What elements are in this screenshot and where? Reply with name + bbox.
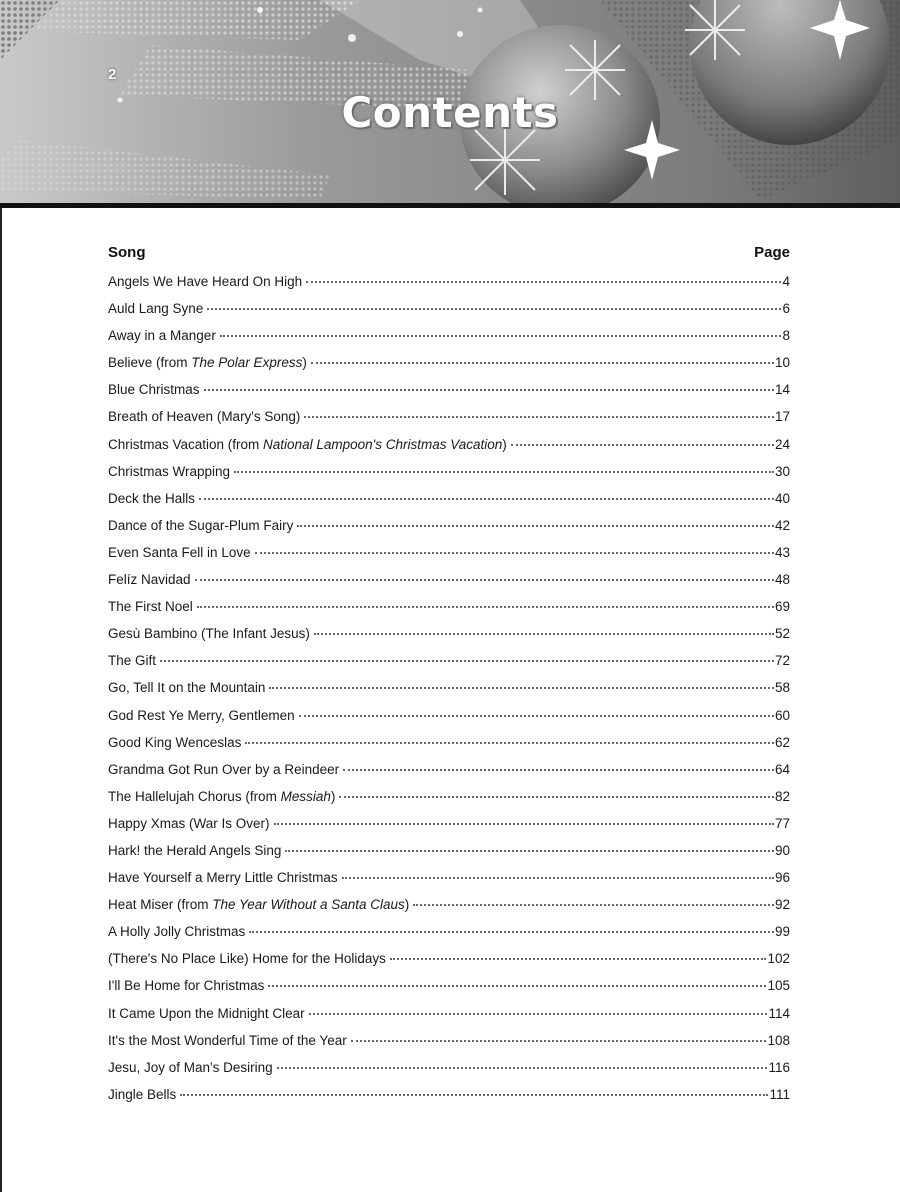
toc-entry[interactable] xyxy=(108,518,790,545)
song-title-suffix: ) xyxy=(302,355,307,371)
page-ref: 114 xyxy=(768,1005,790,1021)
dot-leader xyxy=(274,822,774,825)
snow-dot xyxy=(257,7,263,13)
song-title-text: Christmas Wrapping xyxy=(108,463,231,479)
page-ref: 64 xyxy=(774,761,790,777)
page-ref: 102 xyxy=(767,951,790,967)
toc-entry[interactable] xyxy=(108,1060,790,1087)
page-ref: 82 xyxy=(774,788,790,804)
page-ref: 42 xyxy=(774,517,790,533)
page-ref: 77 xyxy=(774,815,790,831)
song-title-text: Dance of the Sugar-Plum Fairy xyxy=(108,517,294,533)
song-title xyxy=(108,491,195,506)
song-source-title: Messiah xyxy=(280,788,331,804)
song-title xyxy=(108,545,251,560)
snow-dot xyxy=(348,34,356,42)
page-ref: 8 xyxy=(782,328,790,344)
dot-leader xyxy=(297,524,774,527)
dot-leader xyxy=(180,1093,768,1096)
song-title-text: Good King Wenceslas xyxy=(108,734,242,750)
song-title-text: Away in a Manger xyxy=(108,328,216,344)
dot-leader xyxy=(197,605,774,608)
song-title-text: Angels We Have Heard On High xyxy=(108,274,303,289)
dot-leader xyxy=(306,280,781,283)
toc-entry[interactable] xyxy=(108,382,790,409)
dot-leader xyxy=(255,551,774,554)
song-title xyxy=(108,328,216,343)
dot-leader xyxy=(195,578,774,581)
song-title-text: Blue Christmas xyxy=(108,382,200,398)
dot-leader xyxy=(390,957,767,960)
song-title xyxy=(108,708,295,723)
page-ref: 90 xyxy=(774,842,790,858)
song-title xyxy=(108,816,270,831)
snow-dot xyxy=(457,31,463,37)
dot-leader xyxy=(207,307,781,310)
page-ref: 69 xyxy=(774,599,790,615)
song-title xyxy=(108,626,310,641)
toc-entry[interactable] xyxy=(108,897,790,924)
song-title-text: It Came Upon the Midnight Clear xyxy=(108,1005,305,1021)
song-title xyxy=(108,978,264,993)
dot-leader xyxy=(299,714,774,717)
dot-leader xyxy=(268,984,766,987)
song-column-header: Song xyxy=(108,244,146,261)
toc-entry[interactable] xyxy=(108,735,790,762)
page-ref: 30 xyxy=(774,463,790,479)
song-title-suffix: ) xyxy=(404,897,410,913)
toc-entry[interactable] xyxy=(108,437,790,464)
toc-entry[interactable] xyxy=(108,491,790,518)
song-title-text: (There's No Place Like) Home for the Holidays xyxy=(108,951,386,967)
toc-entry[interactable] xyxy=(108,355,790,382)
song-title xyxy=(108,924,245,939)
page-ref: 40 xyxy=(774,490,790,506)
song-title xyxy=(108,437,507,452)
page-ref: 96 xyxy=(774,870,790,886)
page-ref: 111 xyxy=(769,1086,790,1102)
song-title xyxy=(108,301,203,316)
page-ref: 14 xyxy=(774,382,790,398)
header-divider xyxy=(0,203,900,208)
song-title-text: I'll Be Home for Christmas xyxy=(108,978,265,994)
song-title xyxy=(108,599,193,614)
song-source-title: The Year Without a Santa Claus xyxy=(212,897,405,913)
toc-entry[interactable] xyxy=(108,1033,790,1060)
song-title-text: Jingle Bells xyxy=(108,1086,177,1102)
song-title-text: Jesu, Joy of Man's Desiring xyxy=(108,1059,273,1075)
dot-leader xyxy=(199,497,774,500)
toc-entry[interactable] xyxy=(108,409,790,436)
toc-entry[interactable] xyxy=(108,951,790,978)
toc-entry[interactable] xyxy=(108,789,790,816)
page-ref: 62 xyxy=(774,734,790,750)
toc-entry[interactable] xyxy=(108,843,790,870)
dot-leader xyxy=(204,388,774,391)
song-title-text: Christmas Vacation (from xyxy=(108,436,264,452)
dot-leader xyxy=(160,659,774,662)
dot-leader xyxy=(220,334,782,337)
halftone-streak xyxy=(0,140,330,200)
toc-entry[interactable] xyxy=(108,464,790,491)
page-ref: 6 xyxy=(782,301,790,317)
toc-header xyxy=(108,244,790,274)
page-ref: 92 xyxy=(774,897,790,913)
toc-entry[interactable] xyxy=(108,545,790,572)
toc-list xyxy=(108,274,790,1114)
song-title-text: The First Noel xyxy=(108,599,193,615)
toc-entry[interactable] xyxy=(108,762,790,789)
toc-entry[interactable] xyxy=(108,708,790,735)
page-ref: 4 xyxy=(782,274,790,289)
song-title-text: God Rest Ye Merry, Gentlemen xyxy=(108,707,295,723)
song-title-text: Even Santa Fell in Love xyxy=(108,544,251,560)
toc-entry[interactable] xyxy=(108,870,790,897)
song-title xyxy=(108,789,335,804)
song-title xyxy=(108,1006,305,1021)
dot-leader xyxy=(269,686,774,689)
song-title xyxy=(108,951,386,966)
toc-entry[interactable] xyxy=(108,1006,790,1033)
song-title-text: Believe (from xyxy=(108,355,192,371)
header-banner xyxy=(0,0,900,208)
dot-leader xyxy=(311,361,774,364)
dot-leader xyxy=(245,741,774,744)
page-column-header: Page xyxy=(754,244,790,261)
toc-entry[interactable] xyxy=(108,653,790,680)
song-title xyxy=(108,762,339,777)
page-title: Contents xyxy=(341,88,559,137)
toc-entry[interactable] xyxy=(108,572,790,599)
page-ref: 105 xyxy=(767,978,790,994)
song-title-text: Deck the Halls xyxy=(108,490,196,506)
song-title-text: Gesù Bambino (The Infant Jesus) xyxy=(108,626,310,642)
song-title xyxy=(108,274,302,289)
page-ref: 58 xyxy=(774,680,790,696)
song-title xyxy=(108,735,241,750)
page-ref: 99 xyxy=(774,924,790,940)
dot-leader xyxy=(234,470,774,473)
song-title xyxy=(108,464,230,479)
dot-leader xyxy=(351,1039,767,1042)
dot-leader xyxy=(339,795,774,798)
dot-leader xyxy=(413,903,774,906)
song-title xyxy=(108,897,409,912)
toc-entry[interactable] xyxy=(108,599,790,626)
song-title-text: Go, Tell It on the Mountain xyxy=(108,680,266,696)
toc-entry[interactable] xyxy=(108,626,790,653)
toc-entry[interactable] xyxy=(108,924,790,951)
page-ref: 72 xyxy=(774,653,790,669)
song-title-text: Grandma Got Run Over by a Reindeer xyxy=(108,761,340,777)
page-ref: 60 xyxy=(774,707,790,723)
page-ref: 116 xyxy=(768,1059,790,1075)
page-ref: 17 xyxy=(774,409,790,425)
song-title-text: Heat Miser (from xyxy=(108,897,213,913)
song-title xyxy=(108,518,293,533)
song-title-text: The Hallelujah Chorus (from xyxy=(108,788,281,804)
dot-leader xyxy=(343,768,774,771)
song-title-text: Felíz Navidad xyxy=(108,572,191,588)
song-source-title: The Polar Express xyxy=(191,355,303,371)
song-title-text: Hark! the Herald Angels Sing xyxy=(108,842,282,858)
song-title-text: A Holly Jolly Christmas xyxy=(108,924,246,940)
page-ref: 52 xyxy=(774,626,790,642)
toc-entry[interactable] xyxy=(108,816,790,843)
toc-entry[interactable] xyxy=(108,1087,790,1114)
song-title xyxy=(108,653,156,668)
song-title xyxy=(108,382,200,397)
page-ref: 108 xyxy=(767,1032,790,1048)
dot-leader xyxy=(342,876,774,879)
song-title xyxy=(108,572,191,587)
page-ref: 10 xyxy=(774,355,790,371)
page-ref: 48 xyxy=(774,572,790,588)
song-title xyxy=(108,1033,347,1048)
page-edge xyxy=(0,208,2,1192)
dot-leader xyxy=(249,930,774,933)
toc-entry[interactable] xyxy=(108,328,790,355)
song-source-title: National Lampoon's Christmas Vacation xyxy=(263,436,503,452)
toc-entry[interactable] xyxy=(108,274,790,301)
song-title xyxy=(108,870,338,885)
song-title xyxy=(108,1087,176,1102)
snow-dot xyxy=(478,8,483,13)
song-title-text: Have Yourself a Merry Little Christmas xyxy=(108,870,338,886)
dot-leader xyxy=(511,443,774,446)
song-title-suffix: ) xyxy=(330,788,336,804)
table-of-contents xyxy=(108,244,790,1114)
song-title-text: Auld Lang Syne xyxy=(108,301,204,317)
toc-entry[interactable] xyxy=(108,680,790,707)
song-title-text: Happy Xmas (War Is Over) xyxy=(108,815,270,831)
page-ref: 43 xyxy=(774,544,790,560)
dot-leader xyxy=(309,1012,768,1015)
snowflake-icon xyxy=(685,0,745,60)
song-title-text: It's the Most Wonderful Time of the Year xyxy=(108,1032,347,1048)
page-number: 2 xyxy=(108,66,117,83)
dot-leader xyxy=(277,1066,768,1069)
dot-leader xyxy=(314,632,774,635)
toc-entry[interactable] xyxy=(108,978,790,1005)
song-title xyxy=(108,355,307,370)
song-title-suffix: ) xyxy=(502,436,507,452)
toc-entry[interactable] xyxy=(108,301,790,328)
song-title xyxy=(108,409,300,424)
dot-leader xyxy=(285,849,774,852)
song-title xyxy=(108,680,265,695)
song-title-text: The Gift xyxy=(108,653,157,669)
dot-leader xyxy=(304,415,774,418)
page-ref: 24 xyxy=(774,436,790,452)
song-title xyxy=(108,843,281,858)
song-title-text: Breath of Heaven (Mary's Song) xyxy=(108,409,301,425)
song-title xyxy=(108,1060,273,1075)
